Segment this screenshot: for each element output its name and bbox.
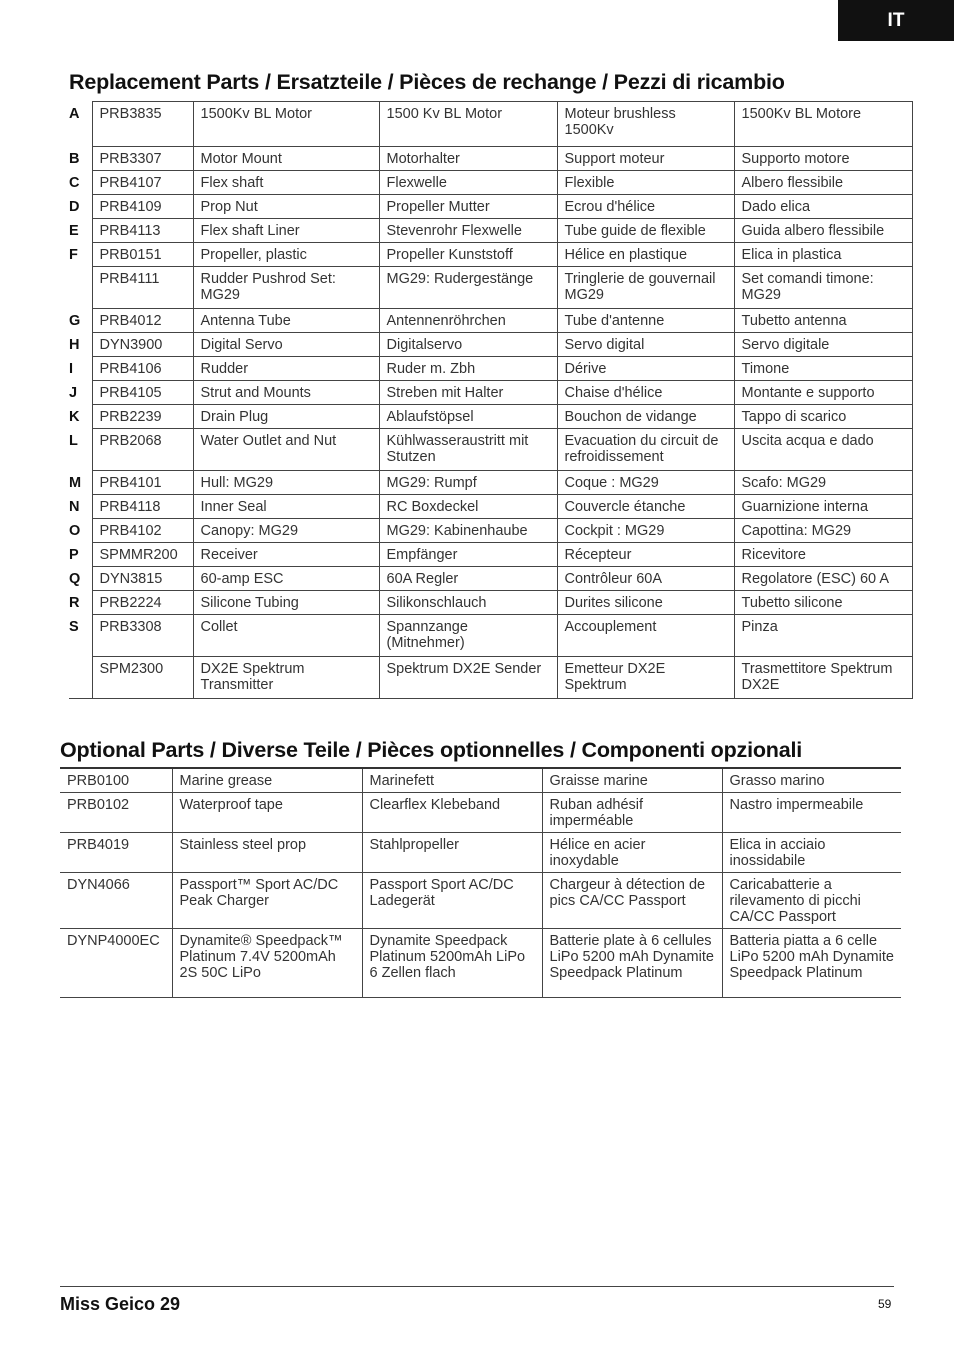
table-row <box>69 657 912 699</box>
part-number: PRB3307 <box>92 147 193 171</box>
part-description: Silikonschlauch <box>379 591 557 615</box>
part-description: Chaise d'hélice <box>557 381 734 405</box>
replacement-parts-title: Replacement Parts / Ersatzteile / Pièces de rechange / Pezzi di ricambio <box>69 70 785 94</box>
part-description: Propeller Kunststoff <box>379 243 557 267</box>
part-letter: C <box>69 171 92 195</box>
part-description: Servo digital <box>557 333 734 357</box>
part-description: Ricevitore <box>734 543 912 567</box>
part-description: Antenna Tube <box>193 309 379 333</box>
part-letter: B <box>69 147 92 171</box>
part-number: PRB4101 <box>92 471 193 495</box>
part-number: PRB4107 <box>92 171 193 195</box>
table-row <box>69 171 912 195</box>
part-description: Uscita acqua e dado <box>734 429 912 471</box>
language-tab: IT <box>838 0 954 41</box>
table-row <box>69 102 912 147</box>
part-description: Strut and Mounts <box>193 381 379 405</box>
table-row <box>69 243 912 267</box>
part-letter: D <box>69 195 92 219</box>
table-row <box>60 929 901 998</box>
part-description: Graisse marine <box>542 768 722 793</box>
part-description: Cockpit : MG29 <box>557 519 734 543</box>
part-description: Canopy: MG29 <box>193 519 379 543</box>
table-row <box>69 543 912 567</box>
part-description: DX2E Spektrum Transmitter <box>193 657 379 699</box>
part-description: RC Boxdeckel <box>379 495 557 519</box>
part-letter: K <box>69 405 92 429</box>
part-description: Dynamite Speedpack Platinum 5200mAh LiPo 6 Zellen flach <box>362 929 542 998</box>
part-number: PRB4012 <box>92 309 193 333</box>
part-letter: P <box>69 543 92 567</box>
part-description: Accouplement <box>557 615 734 657</box>
part-letter <box>69 267 92 309</box>
part-description: Hélice en plastique <box>557 243 734 267</box>
part-description: Batteria piatta a 6 celle LiPo 5200 mAh Dynamite Speedpack Platinum <box>722 929 901 998</box>
part-description: Ablaufstöpsel <box>379 405 557 429</box>
part-description: Spannzange (Mitnehmer) <box>379 615 557 657</box>
part-description: Dynamite® Speedpack™ Platinum 7.4V 5200mAh 2S 50C LiPo <box>172 929 362 998</box>
part-description: Tappo di scarico <box>734 405 912 429</box>
part-letter: L <box>69 429 92 471</box>
part-description: Supporto motore <box>734 147 912 171</box>
part-description: Kühlwasseraustritt mit Stutzen <box>379 429 557 471</box>
part-description: Passport™ Sport AC/DC Peak Charger <box>172 873 362 929</box>
part-description: Dérive <box>557 357 734 381</box>
part-number: DYNP4000EC <box>60 929 172 998</box>
part-description: Timone <box>734 357 912 381</box>
part-description: Albero flessibile <box>734 171 912 195</box>
part-description: Drain Plug <box>193 405 379 429</box>
part-description: Set comandi timone: MG29 <box>734 267 912 309</box>
part-description: Marine grease <box>172 768 362 793</box>
table-row <box>60 833 901 873</box>
part-description: Tubetto antenna <box>734 309 912 333</box>
part-description: Passport Sport AC/DC Ladegerät <box>362 873 542 929</box>
part-description: Ruban adhésif imperméable <box>542 793 722 833</box>
part-description: Trasmettitore Spektrum DX2E <box>734 657 912 699</box>
part-description: Flex shaft Liner <box>193 219 379 243</box>
table-row <box>69 471 912 495</box>
part-description: Regolatore (ESC) 60 A <box>734 567 912 591</box>
part-description: Caricabatterie a rilevamento di picchi CA/CC Passport <box>722 873 901 929</box>
part-description: Stahlpropeller <box>362 833 542 873</box>
part-description: Dado elica <box>734 195 912 219</box>
part-description: Emetteur DX2E Spektrum <box>557 657 734 699</box>
part-description: Propeller, plastic <box>193 243 379 267</box>
part-number: SPMMR200 <box>92 543 193 567</box>
part-description: Waterproof tape <box>172 793 362 833</box>
part-description: Empfänger <box>379 543 557 567</box>
part-description: 1500 Kv BL Motor <box>379 102 557 147</box>
part-description: Chargeur à détection de pics CA/CC Passport <box>542 873 722 929</box>
part-number: SPM2300 <box>92 657 193 699</box>
part-description: Tube d'antenne <box>557 309 734 333</box>
part-description: Digital Servo <box>193 333 379 357</box>
part-description: Digitalservo <box>379 333 557 357</box>
table-row <box>69 567 912 591</box>
table-row <box>69 519 912 543</box>
footer-title: Miss Geico 29 <box>60 1294 181 1314</box>
part-letter: A <box>69 102 92 147</box>
part-description: 1500Kv BL Motore <box>734 102 912 147</box>
part-description: Ruder m. Zbh <box>379 357 557 381</box>
part-number: PRB4111 <box>92 267 193 309</box>
part-number: PRB2224 <box>92 591 193 615</box>
part-number: PRB4019 <box>60 833 172 873</box>
table-row <box>69 357 912 381</box>
part-letter: F <box>69 243 92 267</box>
part-number: PRB4106 <box>92 357 193 381</box>
part-letter: I <box>69 357 92 381</box>
part-description: Coque : MG29 <box>557 471 734 495</box>
part-number: PRB4109 <box>92 195 193 219</box>
part-description: Support moteur <box>557 147 734 171</box>
part-description: Antennenröhrchen <box>379 309 557 333</box>
part-description: Contrôleur 60A <box>557 567 734 591</box>
optional-parts-title: Optional Parts / Diverse Teile / Pièces optionnelles / Componenti opzionali <box>60 738 803 762</box>
table-row <box>69 615 912 657</box>
part-number: DYN3900 <box>92 333 193 357</box>
table-row <box>60 873 901 929</box>
part-description: Propeller Mutter <box>379 195 557 219</box>
part-description: Water Outlet and Nut <box>193 429 379 471</box>
part-description: Guida albero flessibile <box>734 219 912 243</box>
part-description: Silicone Tubing <box>193 591 379 615</box>
part-description: Motorhalter <box>379 147 557 171</box>
part-description: Scafo: MG29 <box>734 471 912 495</box>
part-number: PRB4105 <box>92 381 193 405</box>
optional-parts-table <box>60 767 901 998</box>
part-number: PRB3308 <box>92 615 193 657</box>
part-description: 60A Regler <box>379 567 557 591</box>
replacement-parts-table <box>69 101 913 699</box>
part-description: Batterie plate à 6 cellules LiPo 5200 mAh Dynamite Speedpack Platinum <box>542 929 722 998</box>
table-row <box>60 793 901 833</box>
part-description: Marinefett <box>362 768 542 793</box>
part-description: MG29: Rumpf <box>379 471 557 495</box>
table-row <box>69 429 912 471</box>
part-description: Motor Mount <box>193 147 379 171</box>
page-number: 59 <box>878 1297 892 1311</box>
part-description: Rudder Pushrod Set: MG29 <box>193 267 379 309</box>
part-description: Tubetto silicone <box>734 591 912 615</box>
part-number: PRB4102 <box>92 519 193 543</box>
table-row <box>69 147 912 171</box>
part-number: DYN4066 <box>60 873 172 929</box>
part-description: Stevenrohr Flexwelle <box>379 219 557 243</box>
part-letter: S <box>69 615 92 657</box>
table-row <box>69 495 912 519</box>
part-description: Bouchon de vidange <box>557 405 734 429</box>
part-letter: J <box>69 381 92 405</box>
part-description: Spektrum DX2E Sender <box>379 657 557 699</box>
part-description: Moteur brushless 1500Kv <box>557 102 734 147</box>
part-description: Hull: MG29 <box>193 471 379 495</box>
part-number: PRB0151 <box>92 243 193 267</box>
part-number: PRB2068 <box>92 429 193 471</box>
part-description: Elica in acciaio inossidabile <box>722 833 901 873</box>
part-description: Evacuation du circuit de refroidissement <box>557 429 734 471</box>
part-letter: R <box>69 591 92 615</box>
part-description: MG29: Kabinenhaube <box>379 519 557 543</box>
part-description: Durites silicone <box>557 591 734 615</box>
table-row <box>69 591 912 615</box>
part-number: PRB0102 <box>60 793 172 833</box>
part-letter: Q <box>69 567 92 591</box>
table-row <box>69 219 912 243</box>
part-description: 1500Kv BL Motor <box>193 102 379 147</box>
part-description: Hélice en acier inoxydable <box>542 833 722 873</box>
part-description: Flex shaft <box>193 171 379 195</box>
part-number: PRB0100 <box>60 768 172 793</box>
part-description: Montante e supporto <box>734 381 912 405</box>
part-letter: M <box>69 471 92 495</box>
part-description: Tube guide de flexible <box>557 219 734 243</box>
part-number: PRB4118 <box>92 495 193 519</box>
part-description: Prop Nut <box>193 195 379 219</box>
part-description: Streben mit Halter <box>379 381 557 405</box>
part-description: Stainless steel prop <box>172 833 362 873</box>
part-description: Servo digitale <box>734 333 912 357</box>
part-description: Elica in plastica <box>734 243 912 267</box>
table-row <box>69 405 912 429</box>
part-letter: G <box>69 309 92 333</box>
table-row <box>69 333 912 357</box>
part-description: Pinza <box>734 615 912 657</box>
table-row <box>69 267 912 309</box>
part-description: Nastro impermeabile <box>722 793 901 833</box>
part-description: Récepteur <box>557 543 734 567</box>
part-number: PRB4113 <box>92 219 193 243</box>
table-row <box>60 768 901 793</box>
part-description: Clearflex Klebeband <box>362 793 542 833</box>
part-number: PRB3835 <box>92 102 193 147</box>
part-letter: N <box>69 495 92 519</box>
table-row <box>69 195 912 219</box>
part-description: Inner Seal <box>193 495 379 519</box>
part-description: 60-amp ESC <box>193 567 379 591</box>
part-description: Guarnizione interna <box>734 495 912 519</box>
part-description: Collet <box>193 615 379 657</box>
table-row <box>69 381 912 405</box>
footer-divider <box>60 1286 894 1287</box>
part-description: Grasso marino <box>722 768 901 793</box>
part-description: Flexible <box>557 171 734 195</box>
part-description: Ecrou d'hélice <box>557 195 734 219</box>
table-row <box>69 309 912 333</box>
part-description: Flexwelle <box>379 171 557 195</box>
part-number: PRB2239 <box>92 405 193 429</box>
part-letter <box>69 657 92 699</box>
part-description: Capottina: MG29 <box>734 519 912 543</box>
part-letter: E <box>69 219 92 243</box>
part-letter: H <box>69 333 92 357</box>
part-number: DYN3815 <box>92 567 193 591</box>
part-description: Rudder <box>193 357 379 381</box>
part-description: MG29: Rudergestänge <box>379 267 557 309</box>
part-description: Receiver <box>193 543 379 567</box>
part-letter: O <box>69 519 92 543</box>
part-description: Couvercle étanche <box>557 495 734 519</box>
part-description: Tringlerie de gouvernail MG29 <box>557 267 734 309</box>
